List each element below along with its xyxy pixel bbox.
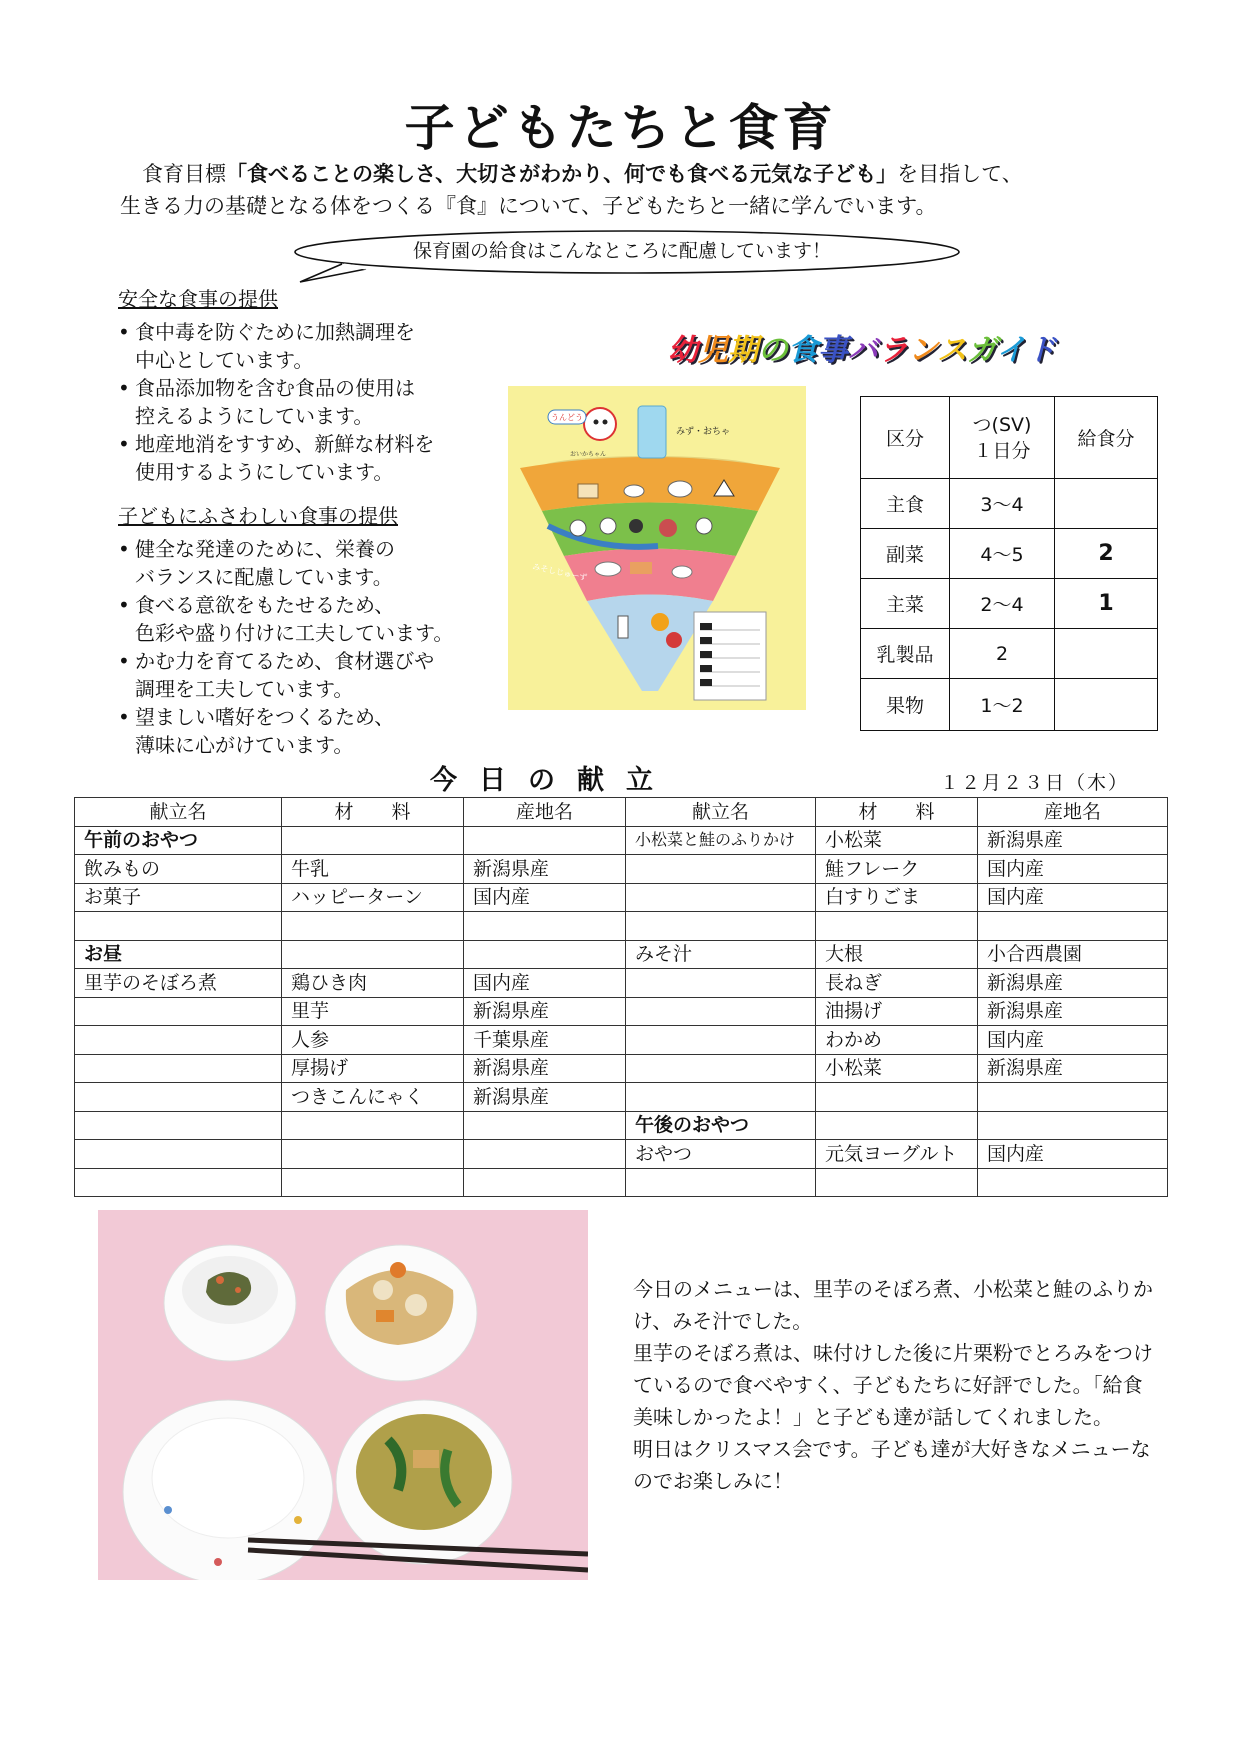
table-row [75,826,1168,855]
table-row [75,1083,1168,1112]
table-cell: 国内産 [978,1140,1168,1169]
table-cell: 鶏ひき肉 [282,969,464,998]
table-cell: わかめ [816,1026,978,1055]
table-header-cell: 献立名 [75,798,282,827]
table-cell: 新潟県産 [464,855,626,884]
table-cell: 里芋 [282,997,464,1026]
table-cell [626,1054,816,1083]
table-cell: 2 [950,629,1055,679]
table-cell [282,1111,464,1140]
table-cell: みそ汁 [626,940,816,969]
table-cell: 元気ヨーグルト [816,1140,978,1169]
table-cell: ハッピーターン [282,883,464,912]
list-item: • 地産地消をすすめ、新鮮な材料を 使用するようにしています。 [118,430,434,486]
table-cell: 国内産 [978,1026,1168,1055]
report-paragraph: 今日のメニューは、里芋のそぼろ煮、小松菜と鮭のふりかけ、みそ汁でした。 [633,1277,1153,1333]
table-row [75,997,1168,1026]
balance-guide-illustration [508,386,806,710]
table-cell [978,1168,1168,1197]
table-cell: 果物 [861,679,950,731]
table-cell: 1 [1055,579,1158,629]
table-cell [626,883,816,912]
table-row [75,912,1168,941]
table-cell: 里芋のそぼろ煮 [75,969,282,998]
page-title: 子どもたちと食育 [404,99,837,157]
table-cell [626,1083,816,1112]
list-item: • 食べる意欲をもたせるため、 色彩や盛り付けに工夫しています。 [118,591,453,647]
table-cell [75,1140,282,1169]
table-cell: 飲みもの [75,855,282,884]
table-cell: 長ねぎ [816,969,978,998]
table-cell [978,912,1168,941]
balance-guide-title: 幼児期の食事バランスガイド [668,333,1057,368]
guide-side-label: みそしじゅーず [531,562,588,583]
table-cell: 小松菜 [816,826,978,855]
table-cell: 新潟県産 [464,1054,626,1083]
table-cell [816,1168,978,1197]
intro-goal-suffix: を目指して、 [897,162,1023,186]
table-cell [1055,679,1158,731]
table-header-cell: 給食分 [1055,397,1158,479]
safety-list [118,318,434,486]
table-cell: 新潟県産 [464,997,626,1026]
table-row [861,679,1158,731]
table-cell: 小松菜と鮭のふりかけ [626,826,816,855]
table-header-cell: 材 料 [282,798,464,827]
table-row [75,1026,1168,1055]
table-cell: 新潟県産 [464,1083,626,1112]
table-cell [626,969,816,998]
table-cell [75,997,282,1026]
table-cell: 厚揚げ [282,1054,464,1083]
table-cell: 小松菜 [816,1054,978,1083]
list-item: • 望ましい嗜好をつくるため、 薄味に心がけています。 [118,703,453,759]
lunch-report [633,1273,1161,1497]
table-cell: 大根 [816,940,978,969]
guide-speech-right: みず・おちゃ [676,427,731,437]
table-cell [75,1111,282,1140]
table-cell: お昼 [75,940,282,969]
table-row [75,855,1168,884]
table-cell: 午前のおやつ [75,826,282,855]
table-cell: 千葉県産 [464,1026,626,1055]
table-cell: 鮭フレーク [816,855,978,884]
table-cell: 小合西農園 [978,940,1168,969]
table-cell: 主食 [861,479,950,529]
table-cell [626,1168,816,1197]
table-cell [282,826,464,855]
balance-table [860,396,1158,731]
menu-table [74,797,1168,1197]
table-cell [1055,479,1158,529]
table-cell: 2 [1055,529,1158,579]
table-cell [464,1111,626,1140]
guide-mascot-label: おいかちゃん [570,451,607,458]
table-cell [626,855,816,884]
table-cell [464,912,626,941]
table-header-row [75,798,1168,827]
table-header-cell: つ(SV) １日分 [950,397,1055,479]
guide-speech-left: うんどう [551,413,583,422]
table-cell [626,997,816,1026]
lunch-photo [98,1210,588,1580]
table-row [75,1168,1168,1197]
table-row [75,1054,1168,1083]
list-item: • 食中毒を防ぐために加熱調理を 中心としています。 [118,318,434,374]
menu-date: １２月２３日（木） [940,772,1130,794]
table-cell: 国内産 [464,883,626,912]
intro-goal-label: 食育目標 [142,162,226,186]
table-cell: 副菜 [861,529,950,579]
table-cell: 3～4 [950,479,1055,529]
table-cell [282,940,464,969]
table-cell: 乳製品 [861,629,950,679]
table-row [75,940,1168,969]
table-cell [1055,629,1158,679]
children-list [118,535,453,759]
section-heading-safety: 安全な食事の提供 [118,287,278,311]
table-cell [75,1168,282,1197]
table-row [861,397,1158,479]
table-cell [282,912,464,941]
table-cell: 白すりごま [816,883,978,912]
table-row [75,1140,1168,1169]
table-cell: 人参 [282,1026,464,1055]
menu-heading: 今日の献立 [430,765,675,796]
table-header-cell: 献立名 [626,798,816,827]
table-cell [626,912,816,941]
report-paragraph: 里芋のそぼろ煮は、味付けした後に片栗粉でとろみをつけているので食べやすく、子どもたちに好評でした。「給食美味しかったよ！」と子ども達が話してくれました。 [633,1341,1153,1429]
list-item: • かむ力を育てるため、食材選びや 調理を工夫しています。 [118,647,453,703]
table-cell [464,940,626,969]
table-cell: 新潟県産 [978,826,1168,855]
speech-bubble-text: 保育園の給食はこんなところに配慮しています！ [412,240,831,262]
table-row [75,883,1168,912]
table-cell: おやつ [626,1140,816,1169]
report-paragraph: 明日はクリスマス会です。子ども達が大好きなメニューなのでお楽しみに！ [633,1437,1151,1493]
table-cell [282,1140,464,1169]
table-cell [75,1026,282,1055]
table-cell [75,1054,282,1083]
table-row [861,479,1158,529]
table-cell: 主菜 [861,579,950,629]
table-cell [75,1083,282,1112]
list-item: • 健全な発達のために、栄養の バランスに配慮しています。 [118,535,453,591]
table-cell: 牛乳 [282,855,464,884]
intro-line-1 [120,158,1023,188]
table-cell: 新潟県産 [978,997,1168,1026]
table-cell [816,1111,978,1140]
table-cell: つきこんにゃく [282,1083,464,1112]
table-header-cell: 産地名 [978,798,1168,827]
table-cell [626,1026,816,1055]
table-cell [464,826,626,855]
intro-line-2: 生きる力の基礎となる体をつくる『食』について、子どもたちと一緒に学んでいます。 [120,194,937,218]
table-header-cell: 区分 [861,397,950,479]
table-cell [816,912,978,941]
table-header-cell: 材 料 [816,798,978,827]
table-cell: 国内産 [978,855,1168,884]
table-cell [978,1083,1168,1112]
table-cell [75,912,282,941]
table-cell: 4～5 [950,529,1055,579]
table-cell: 新潟県産 [978,1054,1168,1083]
table-cell: 2～4 [950,579,1055,629]
table-cell: お菓子 [75,883,282,912]
table-cell [464,1140,626,1169]
table-cell: 国内産 [978,883,1168,912]
table-row [861,529,1158,579]
table-cell: 油揚げ [816,997,978,1026]
list-item: • 食品添加物を含む食品の使用は 控えるようにしています。 [118,374,434,430]
table-cell [816,1083,978,1112]
table-header-cell: 産地名 [464,798,626,827]
table-cell [978,1111,1168,1140]
table-row [75,969,1168,998]
table-cell [464,1168,626,1197]
table-cell: 新潟県産 [978,969,1168,998]
intro-goal-text: 「食べることの楽しさ、大切さがわかり、何でも食べる元気な子ども」 [226,162,898,186]
table-row [861,629,1158,679]
table-cell: 午後のおやつ [626,1111,816,1140]
table-cell: 1～2 [950,679,1055,731]
section-heading-children: 子どもにふさわしい食事の提供 [118,504,398,528]
table-row [75,1111,1168,1140]
table-cell [282,1168,464,1197]
table-cell: 国内産 [464,969,626,998]
table-row [861,579,1158,629]
